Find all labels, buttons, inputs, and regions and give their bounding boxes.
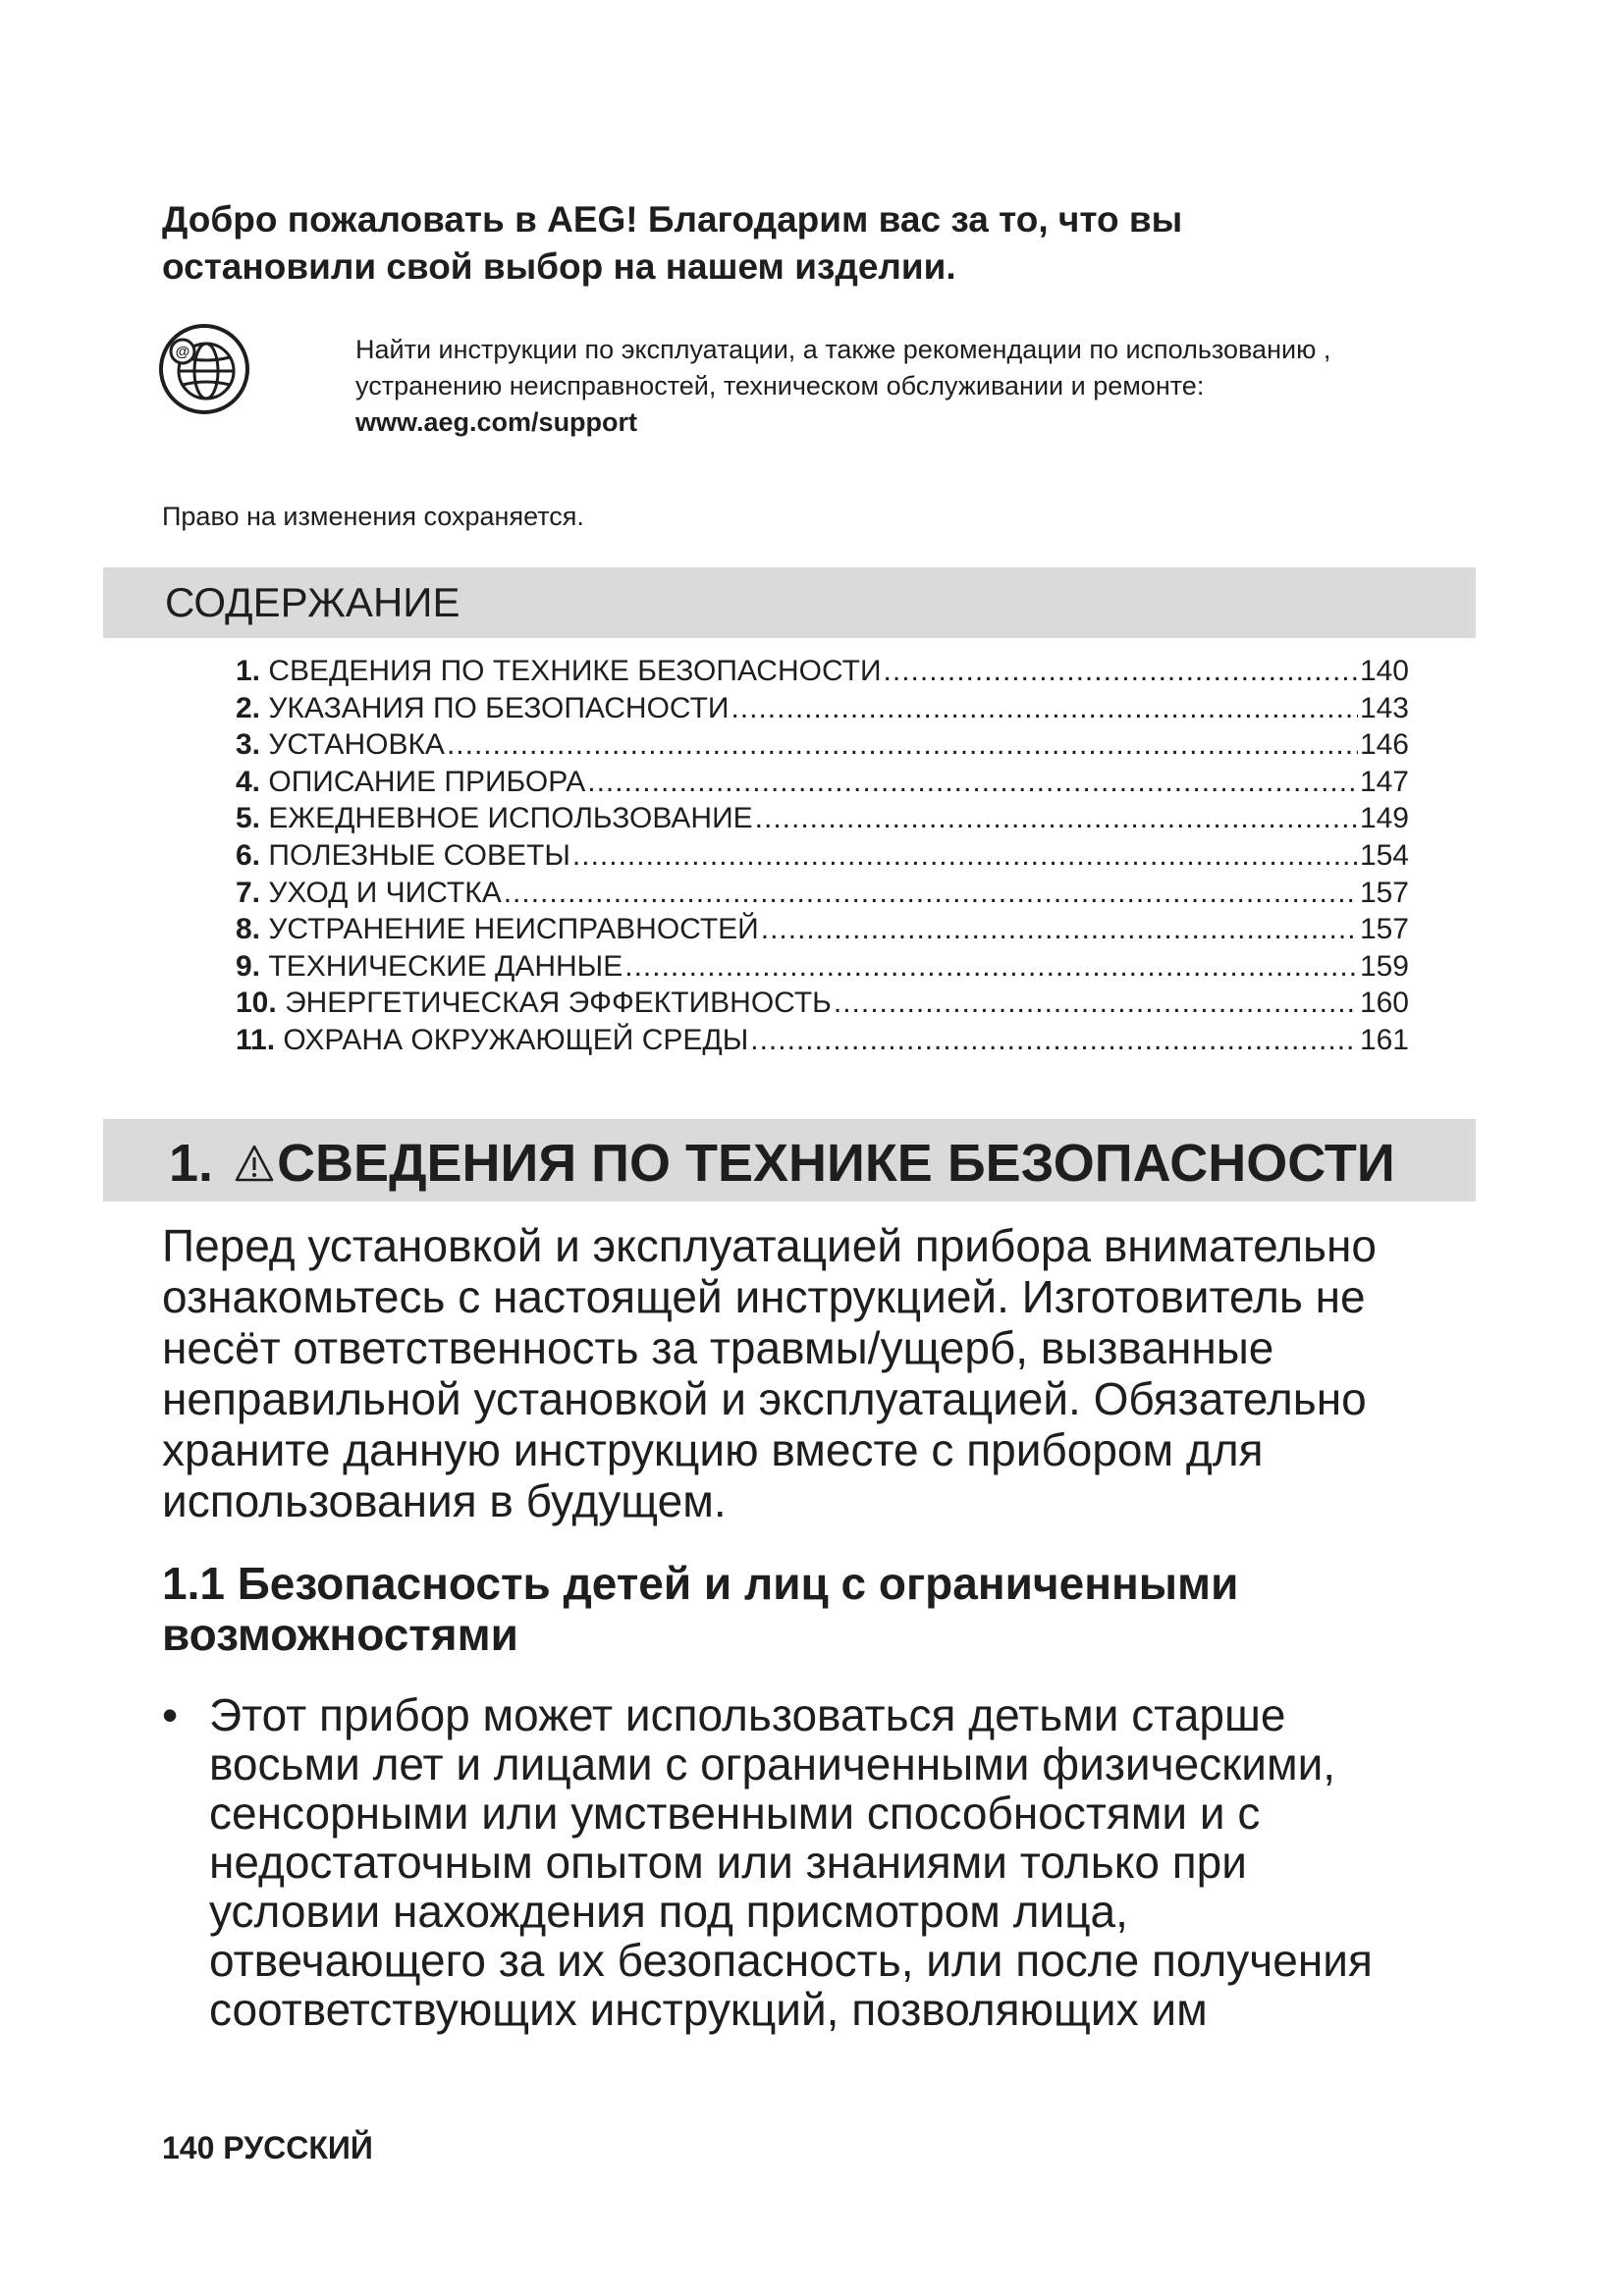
- toc-dot-leader: [884, 653, 1358, 690]
- bullet-line: отвечающего за их безопасность, или после получения: [209, 1935, 1373, 1986]
- toc-item-page: 147: [1359, 765, 1409, 798]
- toc-item[interactable]: [236, 985, 1409, 1022]
- toc-item-page: 159: [1359, 949, 1409, 983]
- toc-item[interactable]: [236, 1022, 1409, 1059]
- intro-line: храните данную инструкцию вместе с прибором для: [162, 1424, 1264, 1475]
- toc-item-page: 161: [1359, 1023, 1409, 1056]
- subsection-line-2: возможностями: [162, 1609, 518, 1660]
- section-number: 1.: [169, 1134, 214, 1193]
- toc-item[interactable]: [236, 837, 1409, 875]
- rights-notice: Право на изменения сохраняется.: [162, 502, 584, 531]
- toc-item-page: 149: [1359, 802, 1409, 835]
- toc-item-label: СВЕДЕНИЯ ПО ТЕХНИКЕ БЕЗОПАСНОСТИ: [268, 655, 882, 687]
- toc-item[interactable]: [236, 911, 1409, 948]
- toc-item-label: УСТАНОВКА: [268, 728, 445, 762]
- support-url[interactable]: www.aeg.com/support: [355, 407, 638, 437]
- toc-item-number: 3.: [236, 728, 261, 762]
- toc-item-label: ТЕХНИЧЕСКИЕ ДАННЫЕ: [268, 949, 623, 983]
- support-info: [355, 332, 1485, 441]
- toc-item-label: ПОЛЕЗНЫЕ СОВЕТЫ: [268, 838, 570, 872]
- toc-item[interactable]: [236, 726, 1409, 764]
- intro-line: ознакомьтесь с настоящей инструкцией. Изготовитель не: [162, 1271, 1366, 1322]
- bullet-line: соответствующих инструкций, позволяющих им: [209, 1984, 1208, 2035]
- section-title: [169, 1133, 1395, 1194]
- bullet-line: Этот прибор может использоваться детьми старше: [209, 1689, 1286, 1740]
- toc-item-page: 140: [1359, 655, 1409, 687]
- footer-language: РУССКИЙ: [223, 2130, 373, 2165]
- bullet-marker: •: [162, 1689, 179, 1740]
- welcome-line-1: Добро пожаловать в AEG! Благодарим вас за то, что вы: [162, 199, 1183, 240]
- toc-header-bar: [103, 567, 1476, 638]
- toc-item-page: 146: [1359, 728, 1409, 762]
- support-line-1: Найти инструкции по эксплуатации, а также рекомендации по использованию ,: [355, 335, 1331, 364]
- support-line-2: устранению неисправностей, техническом обслуживании и ремонте:: [355, 371, 1205, 400]
- toc-item[interactable]: [236, 690, 1409, 727]
- toc-item-number: 5.: [236, 802, 261, 835]
- toc-dot-leader: [755, 800, 1358, 837]
- toc-dot-leader: [447, 726, 1358, 764]
- toc-item-number: 8.: [236, 913, 261, 946]
- toc-item-page: 143: [1359, 691, 1409, 724]
- toc-title: СОДЕРЖАНИЕ: [165, 579, 460, 625]
- toc-item-label: УХОД И ЧИСТКА: [268, 876, 502, 909]
- welcome-heading: [162, 196, 1389, 291]
- toc-item[interactable]: [236, 653, 1409, 690]
- toc-item-number: 10.: [236, 987, 277, 1020]
- intro-line: неправильной установкой и эксплуатацией. Обязательно: [162, 1373, 1367, 1424]
- bullet-line: условии нахождения под присмотром лица,: [209, 1886, 1128, 1937]
- svg-text:@: @: [175, 344, 190, 360]
- section-header-bar: [103, 1119, 1476, 1201]
- toc-item-number: 4.: [236, 765, 261, 798]
- toc-item-label: УСТРАНЕНИЕ НЕИСПРАВНОСТЕЙ: [268, 913, 759, 946]
- toc-item-page: 154: [1359, 838, 1409, 872]
- toc-item-number: 7.: [236, 876, 261, 909]
- toc-item-number: 9.: [236, 949, 261, 983]
- toc-item-page: 157: [1359, 876, 1409, 909]
- subsection-line-1: 1.1 Безопасность детей и лиц с ограниченными: [162, 1558, 1239, 1609]
- toc-item[interactable]: [236, 875, 1409, 912]
- toc-item-label: ЭНЕРГЕТИЧЕСКАЯ ЭФФЕКТИВНОСТЬ: [285, 987, 832, 1020]
- toc-item[interactable]: [236, 948, 1409, 986]
- toc-item-label: ОПИСАНИЕ ПРИБОРА: [268, 765, 586, 798]
- toc-dot-leader: [587, 764, 1358, 801]
- toc-item-number: 11.: [236, 1023, 276, 1056]
- bullet-line: восьми лет и лицами с ограниченными физическими,: [209, 1738, 1336, 1789]
- toc-item-label: ОХРАНА ОКРУЖАЮЩЕЙ СРЕДЫ: [283, 1023, 749, 1056]
- bullet-item: [162, 1690, 1468, 2034]
- subsection-heading: [162, 1558, 1438, 1660]
- globe-support-icon: [157, 322, 251, 416]
- intro-line: Перед установкой и эксплуатацией прибора внимательно: [162, 1220, 1377, 1271]
- toc-item-number: 1.: [236, 655, 261, 687]
- toc-dot-leader: [504, 875, 1358, 912]
- toc-item-label: УКАЗАНИЯ ПО БЕЗОПАСНОСТИ: [268, 691, 730, 724]
- toc-item-number: 6.: [236, 838, 261, 872]
- toc-item[interactable]: [236, 800, 1409, 837]
- warning-triangle-icon: [234, 1143, 275, 1184]
- toc-dot-leader: [731, 690, 1357, 727]
- toc-dot-leader: [572, 837, 1358, 875]
- intro-line: использования в будущем.: [162, 1475, 727, 1526]
- toc-item-page: 157: [1359, 913, 1409, 946]
- toc-list: [236, 653, 1409, 1059]
- section-intro: [162, 1220, 1478, 1526]
- toc-item-number: 2.: [236, 691, 261, 724]
- toc-item-page: 160: [1359, 987, 1409, 1020]
- bullet-line: недостаточным опытом или знаниями только при: [209, 1837, 1247, 1888]
- page-footer: [162, 2128, 373, 2167]
- toc-dot-leader: [761, 911, 1358, 948]
- toc-dot-leader: [834, 985, 1358, 1022]
- toc-dot-leader: [624, 948, 1358, 986]
- toc-dot-leader: [750, 1022, 1358, 1059]
- intro-line: несёт ответственность за травмы/ущерб, вызванные: [162, 1322, 1274, 1373]
- section-title-text: СВЕДЕНИЯ ПО ТЕХНИКЕ БЕЗОПАСНОСТИ: [277, 1134, 1395, 1193]
- footer-page-number: 140: [162, 2130, 215, 2165]
- bullet-line: сенсорными или умственными способностями и с: [209, 1788, 1261, 1839]
- welcome-line-2: остановили свой выбор на нашем изделии.: [162, 246, 956, 287]
- toc-item[interactable]: [236, 764, 1409, 801]
- toc-item-label: ЕЖЕДНЕВНОЕ ИСПОЛЬЗОВАНИЕ: [268, 802, 753, 835]
